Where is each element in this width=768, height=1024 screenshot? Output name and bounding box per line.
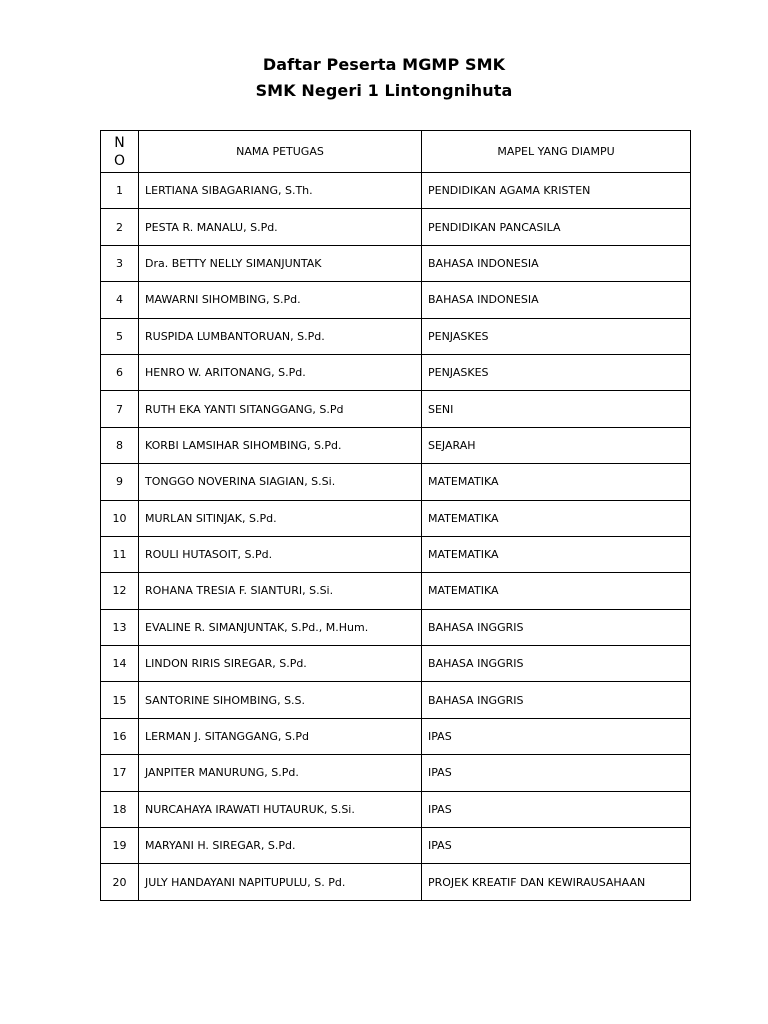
participant-name: RUSPIDA LUMBANTORUAN, S.Pd. [139,318,422,354]
subject-taught: BAHASA INGGRIS [422,682,691,718]
table-body [101,173,691,901]
subject-taught: IPAS [422,791,691,827]
row-number: 11 [101,536,139,572]
participant-name: MURLAN SITINJAK, S.Pd. [139,500,422,536]
table-row [101,755,691,791]
participant-name: SANTORINE SIHOMBING, S.S. [139,682,422,718]
participant-name: Dra. BETTY NELLY SIMANJUNTAK [139,245,422,281]
subject-taught: MATEMATIKA [422,573,691,609]
column-header-no-line2: O [113,152,126,169]
participant-name: KORBI LAMSIHAR SIHOMBING, S.Pd. [139,427,422,463]
participant-name: RUTH EKA YANTI SITANGGANG, S.Pd [139,391,422,427]
participant-name: LERMAN J. SITANGGANG, S.Pd [139,718,422,754]
participant-name: LERTIANA SIBAGARIANG, S.Th. [139,173,422,209]
participant-name: MARYANI H. SIREGAR, S.Pd. [139,828,422,864]
subject-taught: IPAS [422,718,691,754]
participant-name: EVALINE R. SIMANJUNTAK, S.Pd., M.Hum. [139,609,422,645]
table-row [101,282,691,318]
subject-taught: PENJASKES [422,318,691,354]
row-number: 9 [101,464,139,500]
subject-taught: IPAS [422,755,691,791]
table-row [101,318,691,354]
table-row [101,573,691,609]
row-number: 17 [101,755,139,791]
participant-name: TONGGO NOVERINA SIAGIAN, S.Si. [139,464,422,500]
row-number: 12 [101,573,139,609]
document-subtitle: SMK Negeri 1 Lintongnihuta [255,81,513,100]
subject-taught: MATEMATIKA [422,536,691,572]
subject-taught: PENDIDIKAN AGAMA KRISTEN [422,173,691,209]
row-number: 20 [101,864,139,900]
table-row [101,864,691,900]
row-number: 6 [101,354,139,390]
participant-name: JANPITER MANURUNG, S.Pd. [139,755,422,791]
table-row [101,464,691,500]
table-row [101,391,691,427]
row-number: 3 [101,245,139,281]
table-row [101,173,691,209]
subject-taught: PENJASKES [422,354,691,390]
table-row [101,209,691,245]
table-row [101,791,691,827]
subject-taught: MATEMATIKA [422,464,691,500]
row-number: 8 [101,427,139,463]
subject-taught: SEJARAH [422,427,691,463]
subject-taught: IPAS [422,828,691,864]
participant-name: PESTA R. MANALU, S.Pd. [139,209,422,245]
subject-taught: BAHASA INGGRIS [422,609,691,645]
document-title: Daftar Peserta MGMP SMK [262,55,506,74]
table-row [101,828,691,864]
table-row [101,718,691,754]
participant-name: ROULI HUTASOIT, S.Pd. [139,536,422,572]
subject-taught: MATEMATIKA [422,500,691,536]
row-number: 1 [101,173,139,209]
subject-taught: PENDIDIKAN PANCASILA [422,209,691,245]
row-number: 7 [101,391,139,427]
subject-taught: BAHASA INDONESIA [422,282,691,318]
row-number: 16 [101,718,139,754]
subject-taught: BAHASA INGGRIS [422,646,691,682]
participant-name: LINDON RIRIS SIREGAR, S.Pd. [139,646,422,682]
row-number: 10 [101,500,139,536]
column-header-mapel: MAPEL YANG DIAMPU [422,131,691,173]
row-number: 18 [101,791,139,827]
subject-taught: SENI [422,391,691,427]
row-number: 13 [101,609,139,645]
table-row [101,536,691,572]
participant-name: HENRO W. ARITONANG, S.Pd. [139,354,422,390]
document-title-block [0,52,768,104]
table-row [101,500,691,536]
participant-name: ROHANA TRESIA F. SIANTURI, S.Si. [139,573,422,609]
table-row [101,646,691,682]
participant-name: MAWARNI SIHOMBING, S.Pd. [139,282,422,318]
subject-taught: BAHASA INDONESIA [422,245,691,281]
row-number: 19 [101,828,139,864]
row-number: 4 [101,282,139,318]
table-header-row [101,131,691,173]
row-number: 2 [101,209,139,245]
table-row [101,682,691,718]
table-row [101,245,691,281]
table-row [101,427,691,463]
table-row [101,354,691,390]
participant-name: JULY HANDAYANI NAPITUPULU, S. Pd. [139,864,422,900]
column-header-name: NAMA PETUGAS [139,131,422,173]
row-number: 14 [101,646,139,682]
subject-taught: PROJEK KREATIF DAN KEWIRAUSAHAAN [422,864,691,900]
table-row [101,609,691,645]
participant-table [100,130,691,901]
row-number: 5 [101,318,139,354]
column-header-no-line1: N [114,134,125,151]
row-number: 15 [101,682,139,718]
column-header-no [101,131,139,173]
participant-name: NURCAHAYA IRAWATI HUTAURUK, S.Si. [139,791,422,827]
